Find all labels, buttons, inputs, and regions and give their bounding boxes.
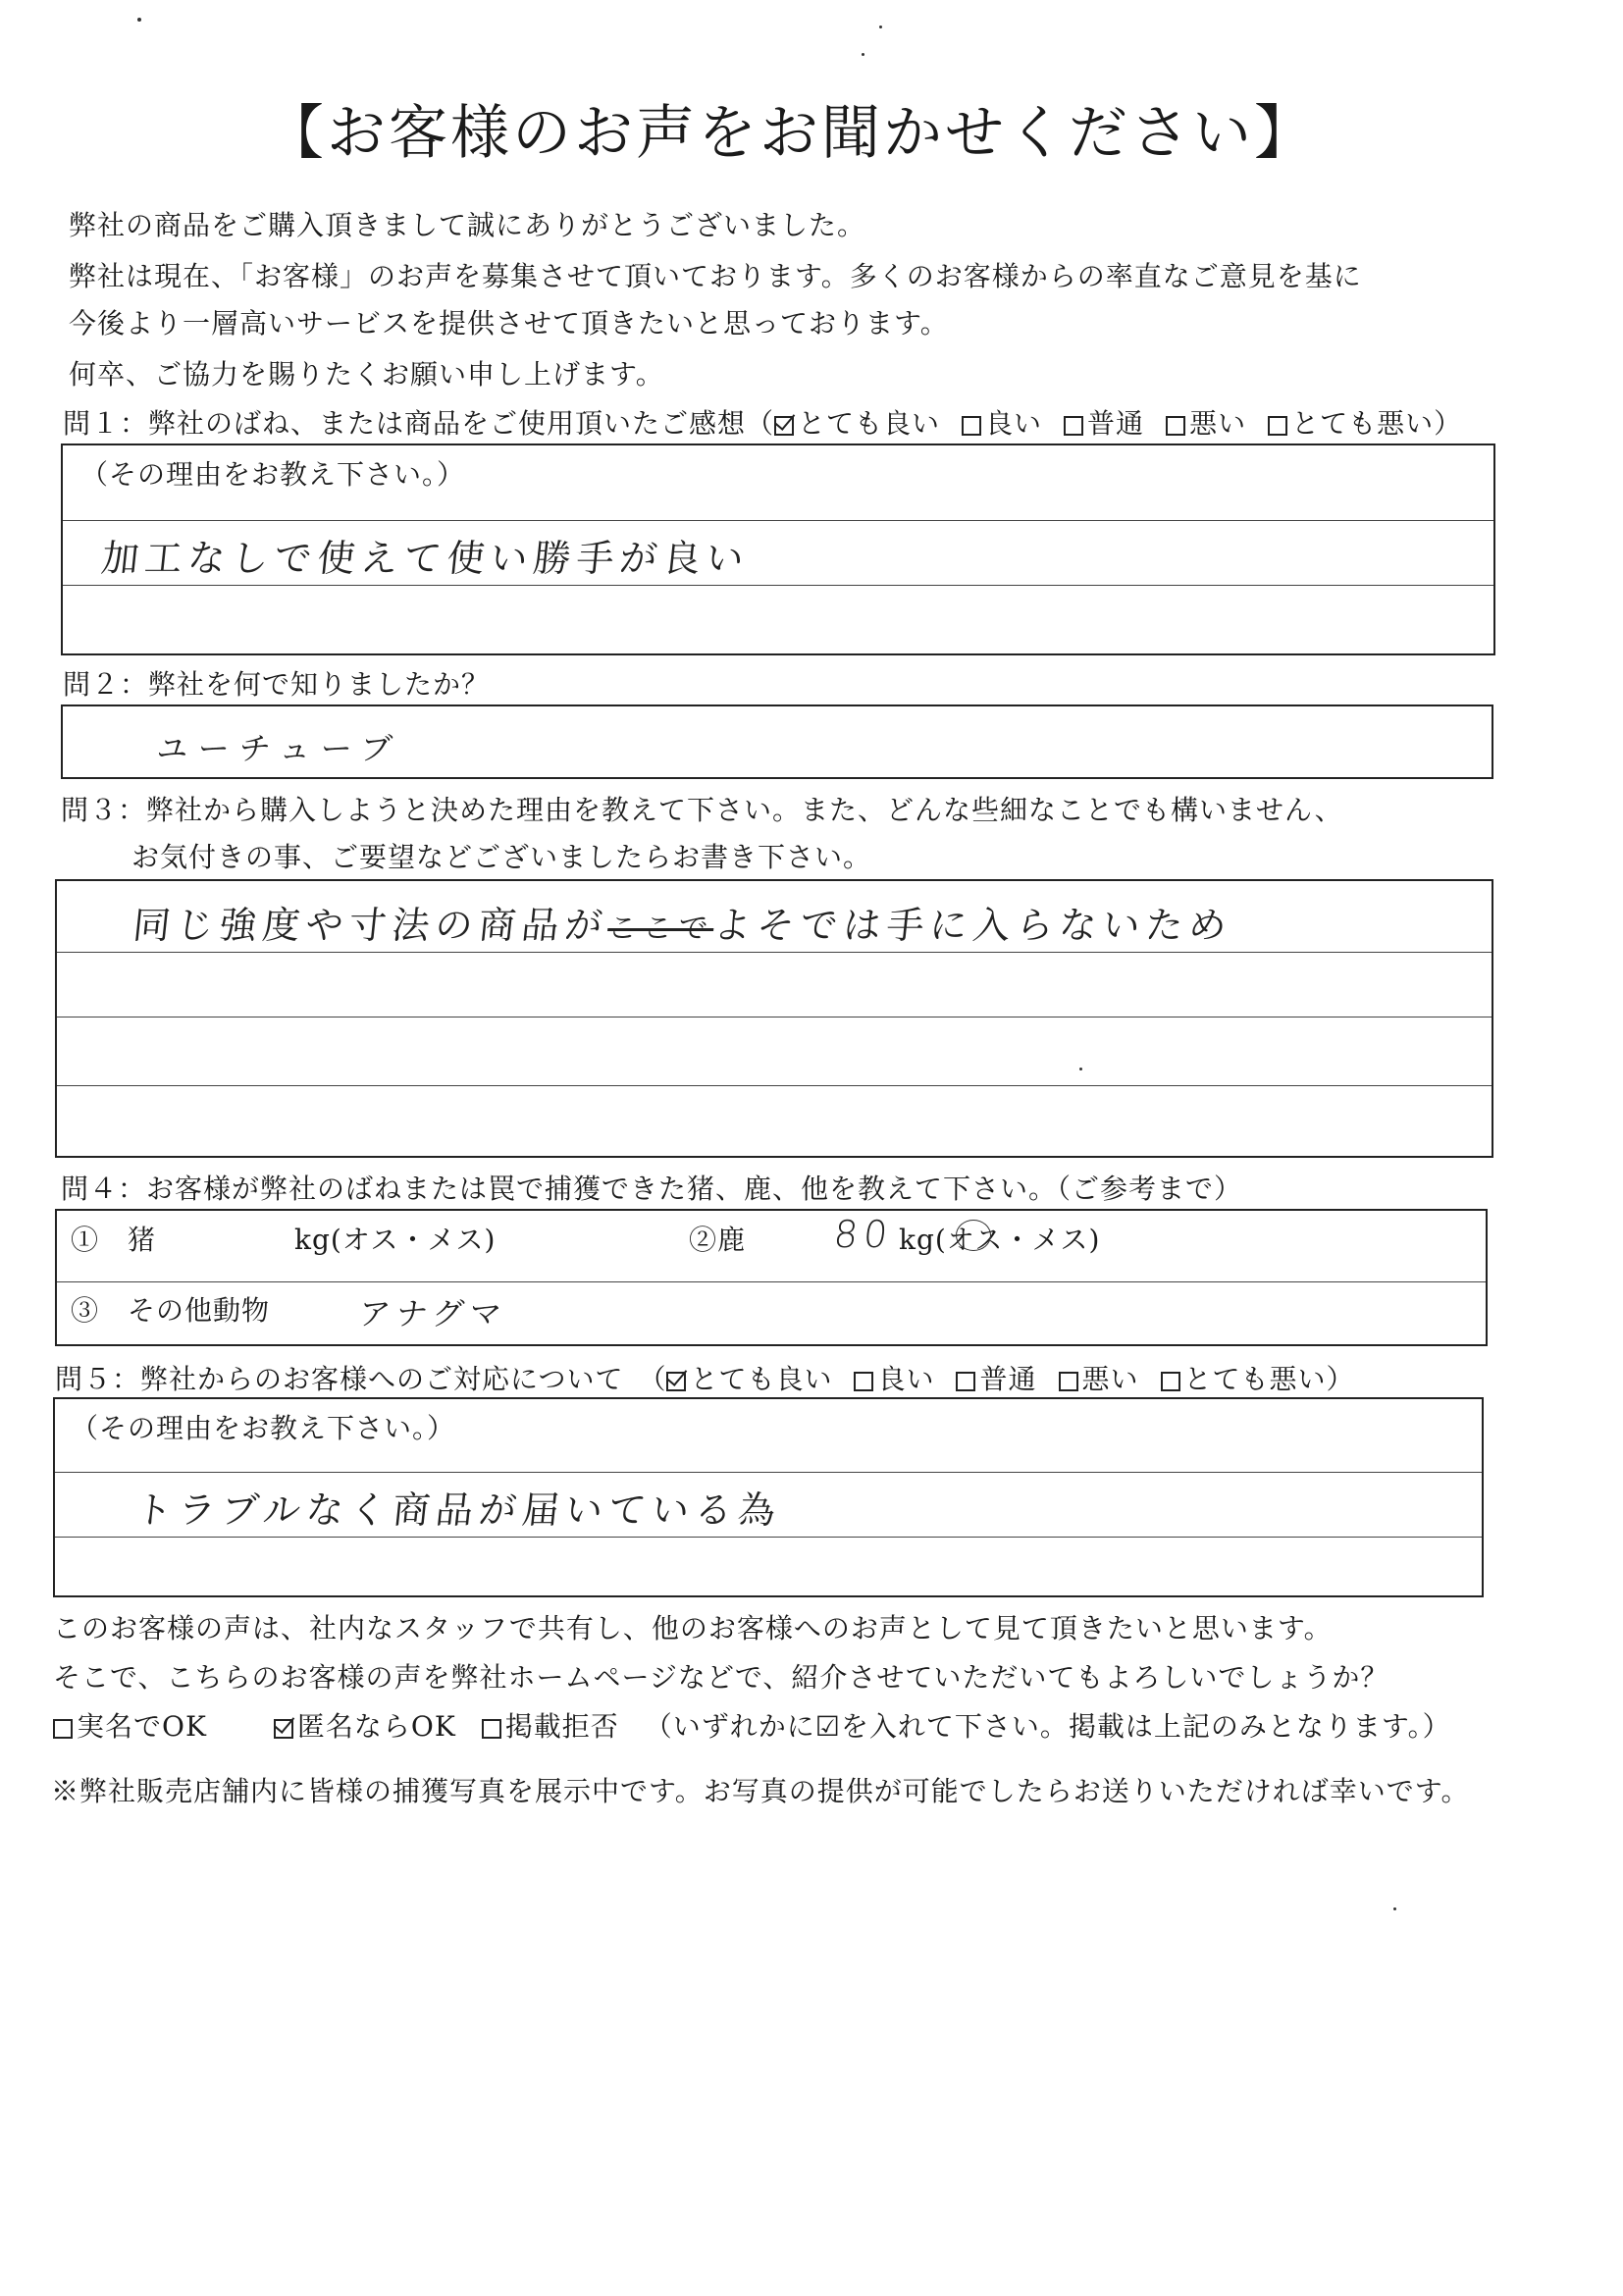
closing-line-2: そこで、こちらのお客様の声を弊社ホームページなどで、紹介させていただいてもよろしいでしょうか？ xyxy=(53,1661,1389,1694)
consent-option-refuse[interactable]: 掲載拒否 xyxy=(482,1710,619,1743)
q1-option-normal[interactable]: 普通 xyxy=(1064,407,1144,440)
q5-label: 問５：弊社からのお客様へのご対応について （ xyxy=(55,1363,667,1395)
consent-checkbox-refuse[interactable] xyxy=(482,1719,501,1739)
q5-checkbox-good[interactable] xyxy=(854,1372,873,1391)
rule-line xyxy=(63,585,1493,586)
q4-deer-sex-circle xyxy=(956,1220,991,1251)
q5-close-paren: ） xyxy=(1326,1363,1355,1395)
q5-checkbox-normal[interactable] xyxy=(956,1372,975,1391)
q2-handwritten-answer[interactable]: ユーチューブ xyxy=(154,730,404,767)
q5-checkbox-bad[interactable] xyxy=(1059,1372,1078,1391)
q2-question: 問２：弊社を何で知りましたか？ xyxy=(63,668,491,701)
q1-checkbox-very-bad[interactable] xyxy=(1268,416,1287,436)
page-title: 【お客様のお声をお聞かせください】 xyxy=(265,99,1316,168)
q5-option-very-good[interactable]: とても良い xyxy=(666,1363,832,1395)
rule-line xyxy=(63,520,1493,521)
q4-boar-unit: kg(オス・メス) xyxy=(294,1224,497,1256)
publication-consent xyxy=(53,1705,1451,1745)
rule-line xyxy=(57,1017,1492,1018)
q1-label: 問１：弊社のばね、または商品をご使用頂いたご感想（ xyxy=(63,407,775,440)
scan-speck xyxy=(879,26,882,28)
q1-close-paren: ） xyxy=(1434,407,1463,440)
intro-line-3: 今後より一層高いサービスを提供させて頂きたいと思っております。 xyxy=(69,307,949,339)
consent-note: （いずれかに☑を入れて下さい。掲載は上記のみとなります。） xyxy=(644,1710,1451,1743)
q1-checkbox-bad[interactable] xyxy=(1166,416,1185,436)
consent-checkbox-anonymous[interactable] xyxy=(274,1719,293,1739)
q5-question xyxy=(55,1358,1355,1397)
intro-line-1: 弊社の商品をご購入頂きまして誠にありがとうございました。 xyxy=(69,209,866,241)
rule-line xyxy=(57,1281,1486,1282)
q5-option-normal[interactable]: 普通 xyxy=(956,1363,1036,1395)
q4-deer-unit: kg(オス・メス) xyxy=(899,1224,1101,1256)
q3-struck-text: ここで xyxy=(605,912,716,946)
q5-option-good[interactable]: 良い xyxy=(854,1363,934,1395)
q4-deer-weight[interactable]: 80 xyxy=(831,1213,896,1256)
consent-checkbox-real-name[interactable] xyxy=(53,1719,73,1739)
q3-question-cont: お気付きの事、ご要望などございましたらお書き下さい。 xyxy=(131,841,872,873)
q1-handwritten-answer[interactable]: 加工なしで使えて使い勝手が良い xyxy=(99,537,752,580)
q4-question: 問４：お客様が弊社のばねまたは罠で捕獲できた猪、鹿、他を教えて下さい。（ご参考まで） xyxy=(61,1173,1243,1205)
scan-speck xyxy=(137,18,141,22)
q1-option-very-good[interactable]: とても良い xyxy=(774,407,940,440)
q1-checkbox-good[interactable] xyxy=(962,416,981,436)
scan-speck xyxy=(862,53,864,56)
q4-other-label: ③ その他動物 xyxy=(71,1294,271,1327)
q1-option-very-bad[interactable]: とても悪い xyxy=(1268,407,1434,440)
q3-question: 問３：弊社から購入しようと決めた理由を教えて下さい。また、どんな些細なことでも構いません、 xyxy=(61,794,1343,826)
consent-option-real-name[interactable]: 実名でOK xyxy=(53,1710,207,1743)
rule-line xyxy=(55,1472,1482,1473)
q5-checkbox-very-good[interactable] xyxy=(666,1372,686,1391)
rule-line xyxy=(57,1085,1492,1086)
intro-line-4: 何卒、ご協力を賜りたくお願い申し上げます。 xyxy=(69,358,664,391)
intro-line-2: 弊社は現在、「お客様」のお声を募集させて頂いております。多くのお客様からの率直なご意見を基に xyxy=(69,260,1362,292)
q4-boar-label: ① 猪 xyxy=(71,1224,157,1256)
scan-speck xyxy=(1393,1907,1396,1910)
consent-option-anonymous[interactable]: 匿名ならOK xyxy=(274,1710,456,1743)
q1-option-bad[interactable]: 悪い xyxy=(1166,407,1246,440)
q4-deer-label: ②鹿 xyxy=(689,1224,747,1256)
q1-checkbox-very-good[interactable] xyxy=(774,416,794,436)
q1-reason-label: （その理由をお教え下さい。） xyxy=(80,458,466,491)
q4-other-answer[interactable]: アナグマ xyxy=(356,1295,509,1332)
rule-line xyxy=(57,952,1492,953)
q5-reason-label: （その理由をお教え下さい。） xyxy=(71,1412,456,1444)
scan-speck xyxy=(1079,1068,1082,1070)
closing-line-1: このお客様の声は、社内なスタッフで共有し、他のお客様へのお声として見て頂きたいと思います。 xyxy=(53,1612,1333,1644)
q1-question xyxy=(63,402,1462,442)
q3-handwritten-answer[interactable]: 同じ強度や寸法の商品がここでよそでは手に入らないため xyxy=(131,904,1234,947)
cutoff-note: ※弊社販売店舗内に皆様の捕獲写真を展示中です。お写真の提供が可能でしたらお送りいただければ幸いです。 xyxy=(51,1775,1470,1807)
q5-handwritten-answer[interactable]: トラブルなく商品が届いている為 xyxy=(132,1488,784,1532)
q5-option-bad[interactable]: 悪い xyxy=(1059,1363,1139,1395)
q1-checkbox-normal[interactable] xyxy=(1064,416,1083,436)
rule-line xyxy=(55,1537,1482,1538)
q1-option-good[interactable]: 良い xyxy=(962,407,1042,440)
q5-checkbox-very-bad[interactable] xyxy=(1161,1372,1180,1391)
q5-option-very-bad[interactable]: とても悪い xyxy=(1161,1363,1327,1395)
